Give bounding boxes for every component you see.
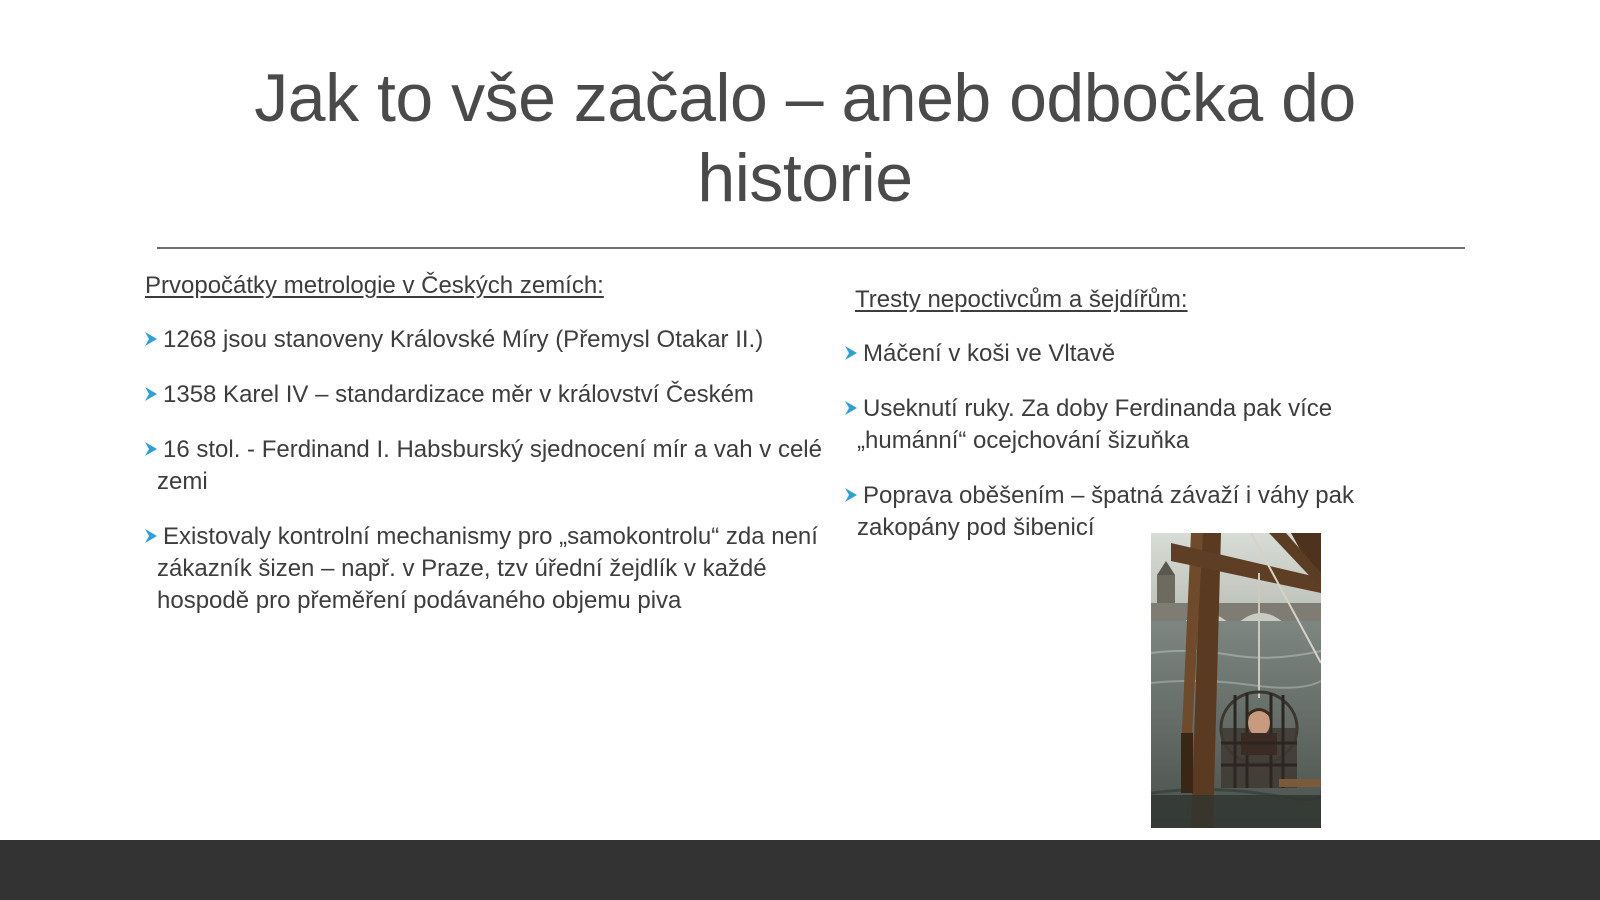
left-bullet-4 xyxy=(145,521,825,617)
slide-title: Jak to vše začalo – aneb odbočka do historie xyxy=(254,60,1356,216)
left-bullet-1 xyxy=(145,324,825,356)
arrow-bullet-icon xyxy=(843,485,859,505)
right-bullet-1 xyxy=(845,338,1445,370)
arrow-bullet-icon xyxy=(843,398,859,418)
right-bullet-2 xyxy=(845,393,1445,457)
arrow-bullet-icon xyxy=(143,526,159,546)
right-bullet-text: Poprava oběšením – špatná závaží i váhy pak zakopány pod šibenicí xyxy=(857,482,1354,541)
right-bullet-3 xyxy=(845,480,1445,544)
left-heading: Prvopočátky metrologie v Českých zemích: xyxy=(145,272,604,299)
right-column xyxy=(845,284,1445,567)
right-bullet-text: Useknutí ruky. Za doby Ferdinanda pak více „humánní“ ocejchování šizuňka xyxy=(857,395,1333,454)
right-heading: Tresty nepoctivcům a šejdířům: xyxy=(855,286,1188,313)
left-bullet-text: Existovaly kontrolní mechanismy pro „samokontrolu“ zda není zákazník šizen – např. v Praze, tzv úřední žejdlík v každé hospodě pro přeměření podávaného objemu piva xyxy=(157,523,818,614)
footer-bar xyxy=(0,840,1600,900)
left-bullet-2 xyxy=(145,379,825,411)
left-column xyxy=(145,270,825,640)
arrow-bullet-icon xyxy=(143,329,159,349)
arrow-bullet-icon xyxy=(843,343,859,363)
dunking-cage-photo xyxy=(1151,533,1321,828)
left-bullet-text: 1268 jsou stanoveny Královské Míry (Přemysl Otakar II.) xyxy=(163,326,764,353)
title-divider xyxy=(157,247,1465,249)
arrow-bullet-icon xyxy=(143,384,159,404)
left-bullet-3 xyxy=(145,434,825,498)
arrow-bullet-icon xyxy=(143,439,159,459)
right-bullet-text: Máčení v koši ve Vltavě xyxy=(863,340,1116,367)
left-bullet-text: 16 stol. - Ferdinand I. Habsburský sjednocení mír a vah v celé zemi xyxy=(157,436,822,495)
left-bullet-text: 1358 Karel IV – standardizace měr v království Českém xyxy=(163,381,754,408)
